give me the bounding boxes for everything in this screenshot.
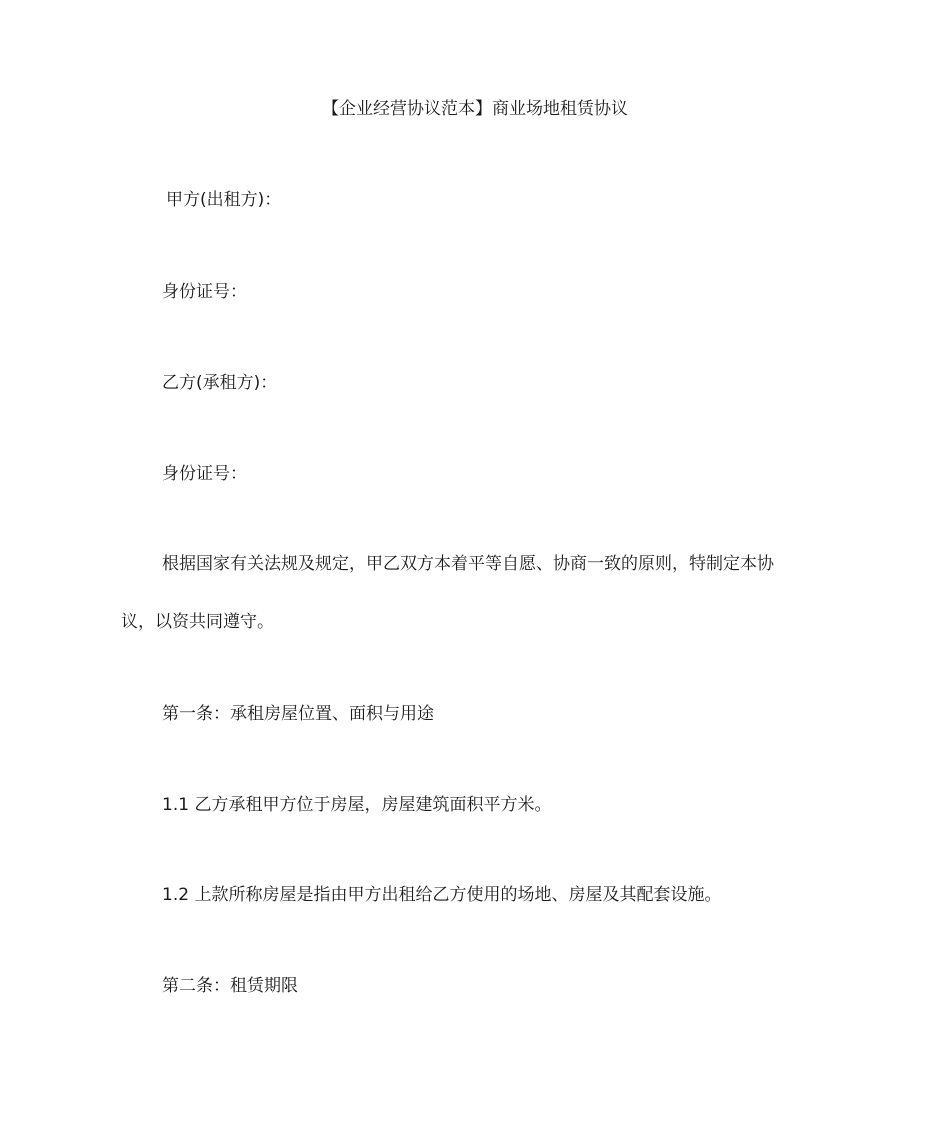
party-a-id-label: 身份证号： xyxy=(162,282,247,302)
article-1-heading: 第一条：承租房屋位置、面积与用途 xyxy=(162,704,434,724)
party-b-label: 乙方(承租方)： xyxy=(162,373,278,393)
clause-1-1: 1.1 乙方承租甲方位于房屋，房屋建筑面积平方米。 xyxy=(162,795,552,815)
party-a-label: 甲方(出租方)： xyxy=(166,190,282,210)
party-b-id-label: 身份证号： xyxy=(162,464,247,484)
clause-1-2: 1.2 上款所称房屋是指由甲方出租给乙方使用的场地、房屋及其配套设施。 xyxy=(162,885,722,905)
article-2-heading: 第二条：租赁期限 xyxy=(162,976,298,996)
intro-paragraph-line-2: 议，以资共同遵守。 xyxy=(121,612,274,632)
document-title: 【企业经营协议范本】商业场地租赁协议 xyxy=(322,99,628,119)
intro-paragraph-line-1: 根据国家有关法规及规定，甲乙双方本着平等自愿、协商一致的原则，特制定本协 xyxy=(162,554,774,574)
